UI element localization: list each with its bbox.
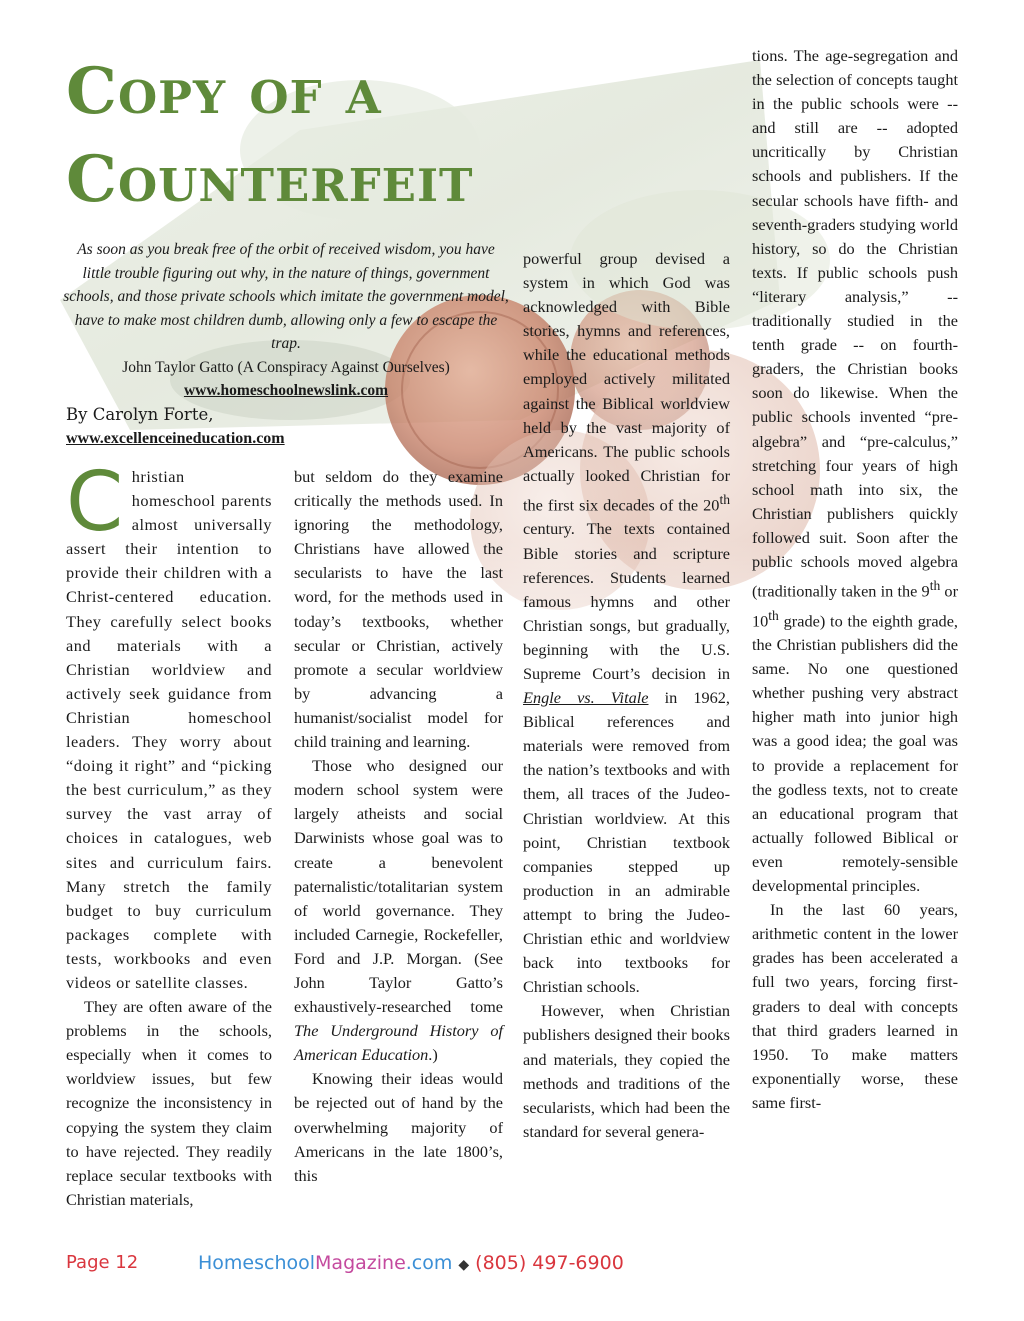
title-line-2: Counterfeit bbox=[66, 142, 474, 217]
book-title: The Underground History of American Education bbox=[294, 1021, 503, 1065]
article-column-4 bbox=[752, 44, 958, 1115]
paragraph: In the last 60 years, arithmetic content in the lower grades has been accelerated a full two years, forcing first-graders to deal with concepts that third graders learned in 1950. To make matters exponentially worse, these same first- bbox=[752, 900, 958, 1112]
page-number: Page 12 bbox=[66, 1252, 139, 1273]
paragraph bbox=[66, 455, 272, 995]
paragraph-text: powerful group devised a system in which God was acknowledged with Bible stories, hymns and references, while the educational methods employed actively militated against the Biblical worldview held by the vast majority of Americans. The public schools actually looked Christian for the first six decades of the 20 bbox=[523, 249, 730, 515]
byline bbox=[66, 403, 366, 451]
page-footer bbox=[66, 1252, 766, 1282]
paragraph-text: hristian homeschool parents almost universally assert their intention to provide their children with a Christ-centered education. They carefully select books and materials with a Christian worldview and actively seek guidance from Christian homeschool leaders. They worry about “doing it right” and “picking the best curriculum,” as they survey the vast array of choices in catalogues, web sites and curriculum fairs. Many stretch the family budget to buy curriculum packages complete with tests, workbooks and even videos or satellite classes. bbox=[66, 467, 272, 992]
quote-source: John Taylor Gatto (A Conspiracy Against Ourselves) bbox=[122, 358, 450, 376]
article-title bbox=[66, 48, 746, 224]
drop-cap: C bbox=[66, 455, 124, 550]
superscript: th bbox=[929, 578, 941, 594]
article-column-1 bbox=[66, 455, 272, 1212]
site-name-part[interactable]: Magazine bbox=[315, 1252, 406, 1274]
paragraph: but seldom do they examine critically the methods used. In ignoring the methodology, Christians have allowed the secularists to have the last word, for the methods used in today’s textbooks, whether secular or Christian, actively promote a secular worldview by advancing a humanist/socialist model for child training and learning. bbox=[294, 467, 503, 752]
superscript: th bbox=[719, 491, 730, 507]
paragraph: They are often aware of the problems in the schools, especially when it comes to worldview issues, but few recognize the inconsistency in copying the system they claim to have rejected. They readily replace secular textbooks with Christian materials, bbox=[66, 997, 272, 1209]
court-case: Engle vs. Vitale bbox=[523, 688, 649, 708]
footer-contact bbox=[198, 1252, 624, 1274]
paragraph-text: Those who designed our modern school system were largely atheists and social Darwinists whose goal was to create a benevolent paternalistic/totalitarian system of world governance. They included Carnegie, Rockefeller, Ford and J.P. Morgan. (See John Taylor Gatto’s exhaustively-researched tome bbox=[294, 756, 503, 1017]
title-line-1: Copy of a bbox=[66, 54, 382, 129]
phone-number: (805) 497-6900 bbox=[475, 1252, 624, 1274]
author-link[interactable]: www.excellenceineducation.com bbox=[66, 430, 285, 447]
diamond-separator-icon: ◆ bbox=[458, 1257, 470, 1273]
superscript: th bbox=[768, 607, 779, 623]
paragraph: Knowing their ideas would be rejected out of hand by the overwhelming majority of Americans in the late 1800’s, this bbox=[294, 1069, 503, 1185]
epigraph-quote bbox=[62, 238, 510, 403]
site-name-part[interactable]: .com bbox=[405, 1252, 453, 1274]
paragraph bbox=[294, 754, 503, 1067]
paragraph bbox=[523, 247, 730, 999]
paragraph-text: .) bbox=[428, 1045, 438, 1065]
site-name-part[interactable]: Homeschool bbox=[198, 1252, 316, 1274]
paragraph-text: tions. The age-segregation and the selection of concepts taught in the public schools were -- and still are -- adopted uncritically by Christian schools and publishers. If the secular schools have fifth- and seventh-graders studying world history, so do the Christian texts. If public schools push “literary analysis,” -- traditionally studied in the tenth grade -- on fourth-graders, the Christian books soon do likewise. When the public schools invented “pre-algebra” and “pre-calculus,” stretching four years of high school math into six, the Christian publishers quickly followed suit. Soon after the public schools moved algebra (traditionally taken in the 9 bbox=[752, 46, 958, 601]
quote-text: As soon as you break free of the orbit of received wisdom, you have little trouble figuring out why, in the nature of things, government schools, and those private schools which imitate the government model, have to make most children dumb, allowing only a few to escape the trap. bbox=[63, 241, 509, 352]
paragraph bbox=[752, 44, 958, 898]
paragraph: However, when Christian publishers designed their books and materials, they copied the methods and traditions of the secularists, which had been the standard for several genera- bbox=[523, 1001, 730, 1141]
article-column-3 bbox=[523, 247, 730, 1144]
article-column-2 bbox=[294, 465, 503, 1188]
quote-link[interactable]: www.homeschoolnewslink.com bbox=[183, 382, 389, 399]
paragraph-text: century. The texts contained Bible stories and scripture references. Students learned famous hymns and other Christian songs, but gradually, beginning with the U.S. Supreme Court’s decision in bbox=[523, 519, 730, 684]
paragraph-text: or 10 bbox=[752, 581, 958, 630]
paragraph-text: in 1962, Biblical references and materials were removed from the nation’s textbooks and with them, all traces of the Judeo-Christian worldview. At this point, Christian textbook companies stepped up production in an admirable attempt to bring the Judeo-Christian ethic and worldview back into textbooks for Christian schools. bbox=[523, 688, 730, 997]
author-name: By Carolyn Forte, bbox=[66, 405, 214, 424]
paragraph-text: grade) to the eighth grade, the Christian publishers did the same. No one questioned whether pushing very abstract higher math into junior high was a good idea; the goal was to provide a replacement for the godless texts, not to create an educational program that actually followed Biblical or even remotely-sensible developmental principles. bbox=[752, 611, 958, 896]
